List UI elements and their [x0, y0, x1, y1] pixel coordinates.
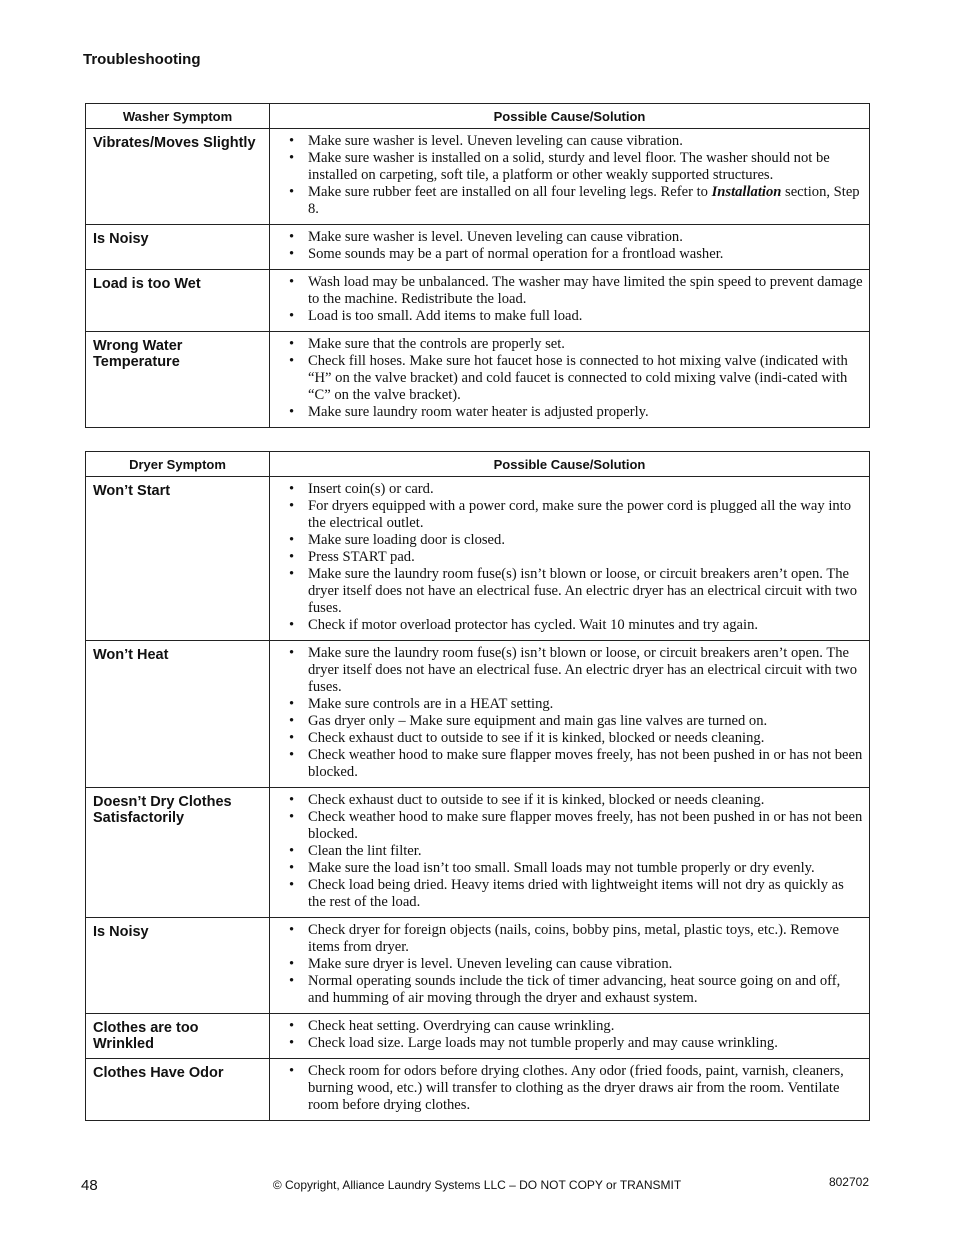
list-item: • Make sure the load isn’t too small. Small loads may not tumble properly or dry evenly. [289, 860, 863, 877]
list-item: • Make sure washer is level. Uneven leveling can cause vibration. [289, 229, 863, 246]
list-item: • Wash load may be unbalanced. The washer may have limited the spin speed to prevent damage to the machine. Redistribute the load. [289, 274, 863, 308]
solution-cell [270, 641, 870, 788]
list-item-text: section, Step 8. [308, 184, 860, 217]
symptom-column-header: Dryer Symptom [86, 452, 270, 477]
list-item: • Check load size. Large loads may not tumble properly and may cause wrinkling. [289, 1035, 863, 1052]
list-item: • Gas dryer only – Make sure equipment and main gas line valves are turned on. [289, 713, 863, 730]
list-item: • Make sure the laundry room fuse(s) isn’t blown or loose, or circuit breakers aren’t open. The dryer itself does not have an electrical fuse. An electric dryer has an electrical circuit with two fuses. [289, 566, 863, 617]
list-item: • Check if motor overload protector has cycled. Wait 10 minutes and try again. [289, 617, 863, 634]
copyright-notice: © Copyright, Alliance Laundry Systems LLC – DO NOT COPY or TRANSMIT [272, 1178, 682, 1192]
list-item: • Make sure washer is level. Uneven leveling can cause vibration. [289, 133, 863, 150]
symptom-column-header: Washer Symptom [86, 104, 270, 129]
document-number: 802702 [828, 1175, 869, 1189]
list-item: • Check exhaust duct to outside to see if it is kinked, blocked or needs cleaning. [289, 730, 863, 747]
list-item: • Make sure the laundry room fuse(s) isn’t blown or loose, or circuit breakers aren’t open. The dryer itself does not have an electrical fuse. An electric dryer has an electrical circuit with two fuses. [289, 645, 863, 696]
solution-list [289, 1063, 863, 1114]
solution-list [289, 274, 863, 325]
solution-cell [270, 1059, 870, 1121]
symptom-cell: Load is too Wet [86, 270, 270, 332]
list-item: • Normal operating sounds include the tick of timer advancing, heat source going on and off, and humming of air moving through the dryer and exhaust system. [289, 973, 863, 1007]
list-item: • Make sure laundry room water heater is adjusted properly. [289, 404, 863, 421]
table-header-row [86, 452, 870, 477]
list-item: • Clean the lint filter. [289, 843, 863, 860]
list-item: • Check weather hood to make sure flapper moves freely, has not been pushed in or has not been blocked. [289, 809, 863, 843]
table-row [86, 332, 870, 428]
solution-list [289, 229, 863, 263]
solution-list [289, 133, 863, 218]
list-item: • Check exhaust duct to outside to see if it is kinked, blocked or needs cleaning. [289, 792, 863, 809]
section-title: Troubleshooting [83, 51, 201, 68]
solution-list [289, 792, 863, 911]
list-item: • For dryers equipped with a power cord, make sure the power cord is plugged all the way into the electrical outlet. [289, 498, 863, 532]
solution-cell [270, 788, 870, 918]
table-row [86, 270, 870, 332]
table-row [86, 918, 870, 1014]
list-item: • Check heat setting. Overdrying can cause wrinkling. [289, 1018, 863, 1035]
symptom-cell: Is Noisy [86, 918, 270, 1014]
symptom-cell: Won’t Start [86, 477, 270, 641]
table-row [86, 788, 870, 918]
symptom-cell: Clothes are too Wrinkled [86, 1014, 270, 1059]
table-row [86, 641, 870, 788]
list-item: • Make sure that the controls are properly set. [289, 336, 863, 353]
solution-list [289, 336, 863, 421]
symptom-cell: Doesn’t Dry Clothes Satisfactorily [86, 788, 270, 918]
list-item: • Check dryer for foreign objects (nails, coins, bobby pins, metal, plastic toys, etc.). Remove items from dryer. [289, 922, 863, 956]
symptom-cell: Vibrates/Moves Slightly [86, 129, 270, 225]
list-item: • Load is too small. Add items to make full load. [289, 308, 863, 325]
installation-reference: Installation [711, 184, 782, 200]
list-item: • Check weather hood to make sure flapper moves freely, has not been pushed in or has not been blocked. [289, 747, 863, 781]
list-item-text: Make sure rubber feet are installed on all four leveling legs. Refer to [308, 184, 712, 200]
solution-cell [270, 129, 870, 225]
solution-cell [270, 1014, 870, 1059]
table-row [86, 477, 870, 641]
list-item: • Some sounds may be a part of normal operation for a frontload washer. [289, 246, 863, 263]
solution-list [289, 1018, 863, 1052]
table-row [86, 129, 870, 225]
solution-cell [270, 332, 870, 428]
list-item: • Check fill hoses. Make sure hot faucet hose is connected to hot mixing valve (indicated with “H” on the valve bracket) and cold faucet is connected to cold mixing valve (indi-cated with “C” on the valve bracket). [289, 353, 863, 404]
list-item: • Press START pad. [289, 549, 863, 566]
symptom-cell: Wrong Water Temperature [86, 332, 270, 428]
list-item [289, 184, 863, 218]
symptom-cell: Is Noisy [86, 225, 270, 270]
table-header-row [86, 104, 870, 129]
list-item: • Insert coin(s) or card. [289, 481, 863, 498]
page-number: 48 [81, 1177, 98, 1194]
solution-cell [270, 270, 870, 332]
solution-list [289, 645, 863, 781]
solution-column-header: Possible Cause/Solution [270, 452, 870, 477]
list-item: • Check load being dried. Heavy items dried with lightweight items will not dry as quickly as the rest of the load. [289, 877, 863, 911]
solution-cell [270, 225, 870, 270]
washer-troubleshooting-table [85, 103, 870, 428]
symptom-cell: Won’t Heat [86, 641, 270, 788]
table-row [86, 1014, 870, 1059]
solution-cell [270, 918, 870, 1014]
list-item: • Make sure dryer is level. Uneven leveling can cause vibration. [289, 956, 863, 973]
dryer-troubleshooting-table [85, 451, 870, 1121]
list-item: • Make sure washer is installed on a solid, sturdy and level floor. The washer should not be installed on carpeting, soft tile, a platform or other weakly supported structures. [289, 150, 863, 184]
list-item: • Make sure loading door is closed. [289, 532, 863, 549]
table-row [86, 225, 870, 270]
solution-list [289, 922, 863, 1007]
list-item: • Check room for odors before drying clothes. Any odor (fried foods, paint, varnish, cleaners, burning wood, etc.) will transfer to clothing as the dryer draws air from the room. Ventilate room before drying clothes. [289, 1063, 863, 1114]
table-row [86, 1059, 870, 1121]
solution-cell [270, 477, 870, 641]
symptom-cell: Clothes Have Odor [86, 1059, 270, 1121]
solution-column-header: Possible Cause/Solution [270, 104, 870, 129]
list-item: • Make sure controls are in a HEAT setting. [289, 696, 863, 713]
solution-list [289, 481, 863, 634]
